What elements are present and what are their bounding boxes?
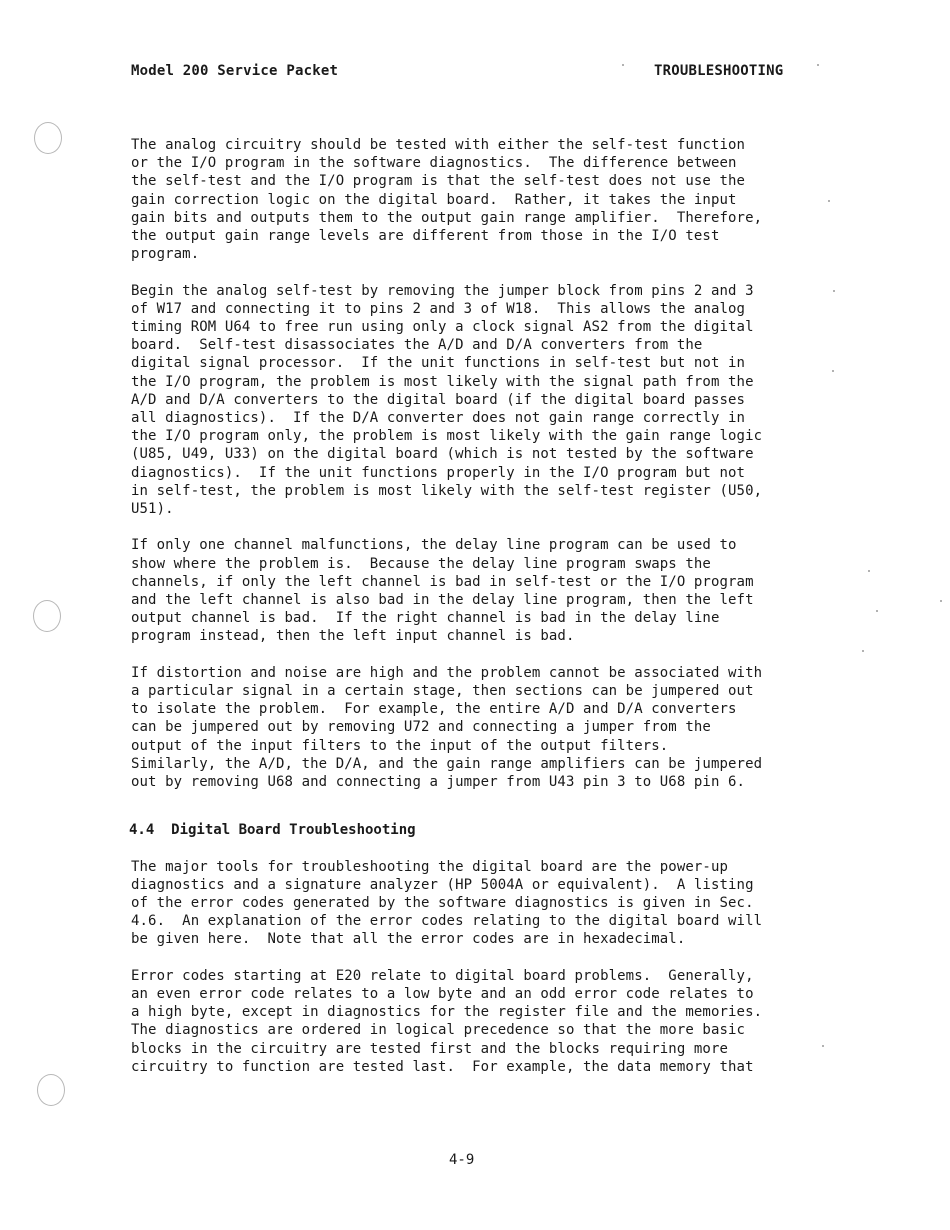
paragraph-analog-testing: The analog circuitry should be tested with either the self-test function or the I/O program in the software diagnostics. The difference between the self-test and the I/O program is that the self-test does not use the gain correction logic on the digital board. Rather, it takes the input gain bits and outputs them to the output gain range amplifier. Therefore, the output gain range levels are different from those in the I/O test program. (131, 137, 763, 263)
scan-speck (833, 290, 835, 292)
header-section: TROUBLESHOOTING (654, 63, 784, 79)
binder-hole-bottom (37, 1074, 65, 1106)
scan-speck (822, 1045, 824, 1047)
paragraph-error-codes: Error codes starting at E20 relate to digital board problems. Generally, an even error code relates to a low byte and an odd error code relates to a high byte, except in diagnostics for the register file and the memories. The diagnostics are ordered in logical precedence so that the more basic blocks in the circuitry are tested first and the blocks requiring more circuitry to function are tested last. For example, the data memory that (131, 967, 763, 1075)
binder-hole-middle (33, 600, 61, 632)
page-number: 4-9 (449, 1152, 475, 1168)
scan-speck (876, 610, 878, 612)
paragraph-digital-tools: The major tools for troubleshooting the digital board are the power-up diagnostics and a signature analyzer (HP 5004A or equivalent). A listing of the error codes generated by the software diagnostics is given in Sec. 4.6. An explanation of the error codes relating to the digital board will be given here. Note that all the error codes are in hexadecimal. (131, 858, 763, 948)
paragraph-distortion: If distortion and noise are high and the problem cannot be associated with a particular signal in a certain stage, then sections can be jumpered out to isolate the problem. For example, the entire A/D and D/A converters can be jumpered out by removing U72 and connecting a jumper from the output of the input filters to the input of the output filters. Similarly, the A/D, the D/A, and the gain range amplifiers can be jumpered out by removing U68 and connecting a jumper from U43 pin 3 to U68 pin 6. (131, 664, 763, 791)
header-title: Model 200 Service Packet (131, 63, 339, 79)
paragraph-delay-line: If only one channel malfunctions, the delay line program can be used to show where the problem is. Because the delay line program swaps the channels, if only the left channel is bad in self-test or the I/O program and the left channel is also bad in the delay line program, then the left output channel is bad. If the right channel is bad in the delay line program instead, then the left input channel is bad. (131, 537, 754, 645)
section-heading: 4.4 Digital Board Troubleshooting (129, 822, 416, 839)
scan-speck (940, 600, 942, 602)
scan-speck (868, 570, 870, 572)
scan-speck (862, 650, 864, 652)
scan-speck (817, 64, 819, 66)
scan-speck (828, 200, 830, 202)
body-text (131, 136, 821, 1094)
scan-speck (832, 370, 834, 372)
paragraph-self-test: Begin the analog self-test by removing the jumper block from pins 2 and 3 of W17 and connecting it to pins 2 and 3 of W18. This allows the analog timing ROM U64 to free run using only a clock signal AS2 from the digital board. Self-test disassociates the A/D and D/A converters from the digital signal processor. If the unit functions in self-test but not in the I/O program, the problem is most likely with the signal path from the A/D and D/A converters to the digital board (if the digital board passes all diagnostics). If the D/A converter does not gain range correctly in the I/O program only, the problem is most likely with the gain range logic (U85, U49, U33) on the digital board (which is not tested by the software diagnostics). If the unit functions properly in the I/O program but not in self-test, the problem is most likely with the self-test register (U50, U51). (131, 282, 763, 518)
binder-hole-top (34, 122, 62, 154)
scan-speck (622, 64, 624, 66)
